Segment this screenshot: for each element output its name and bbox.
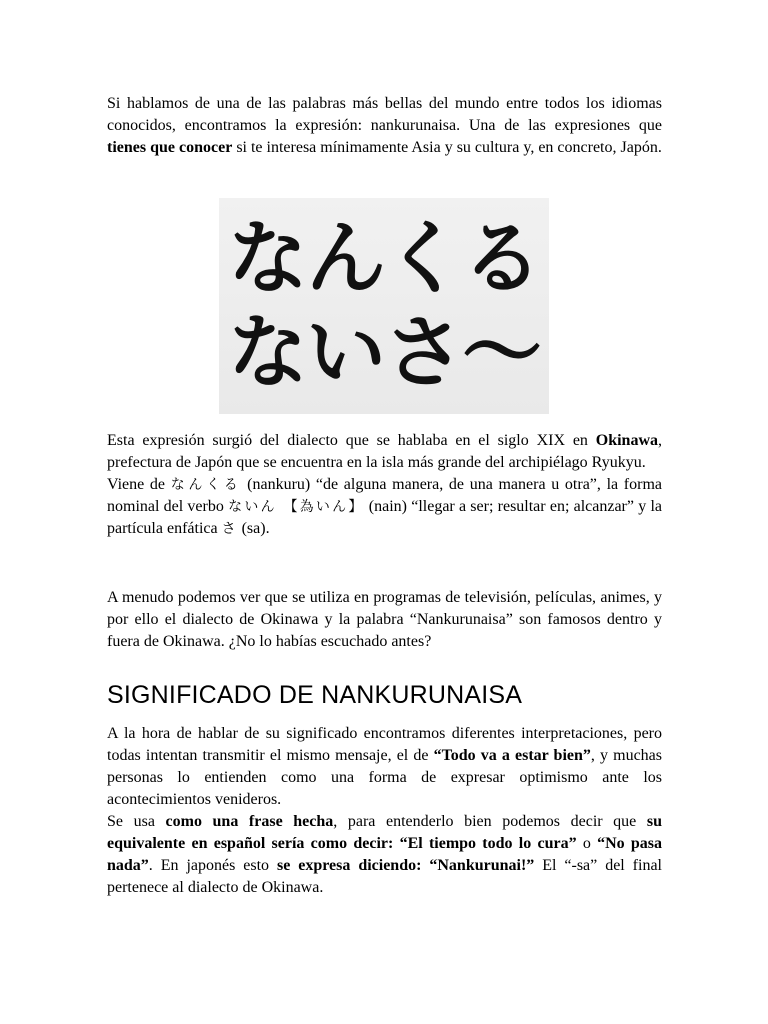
japanese-nankuru: なんくる [170,477,242,493]
japanese-sa: さ [221,521,238,537]
japanese-nain: ないん 【為いん】 [228,499,365,515]
usage-paragraph: A menudo podemos ver que se utiliza en programas de televisión, películas, animes, y por ello el dialecto de Okinawa y la palabra “Nankurunaisa” son famosos dentro y fuera de Okinawa. ¿No lo habías escuchado antes? [107,589,662,650]
meaning-paragraph: A la hora de hablar de su significado encontramos diferentes interpretaciones, pero todas intentan transmitir el mismo mensaje, el de “Todo va a estar bien”, y muchas personas lo entienden como una forma de expresar optimismo ante los acontecimientos venideros. Se usa como una frase hecha, para entenderlo bien podemos decir que su equivalente en español sería como decir: “El tiempo todo lo cura” o “No pasa nada”. En japonés esto se expresa diciendo: “Nankurunai!” El “-sa” del final pertenece al dialecto de Okinawa. [107,725,663,896]
section-heading: SIGNIFICADO DE NANKURUNAISA [107,681,523,709]
origin-paragraph: Esta expresión surgió del dialecto que se hablaba en el siglo XIX en Okinawa, prefectura de Japón que se encuentra en la isla más grande del archipiélago Ryukyu. Viene de なんくる (nankuru) “de alguna manera, de una manera u otra”, la forma nominal del verbo ないん 【為いん】 (nain) “llegar a ser; resultar en; alcanzar” y la partícula enfática さ (sa). [107,432,663,537]
calligraphy-line-1: なんくる [228,212,540,305]
intro-paragraph: Si hablamos de una de las palabras más bellas del mundo entre todos los idiomas conocidos, encontramos la expresión: nankurunaisa. Una de las expresiones que tienes que conocer si te interesa mínimamente Asia y su cultura y, en concreto, Japón. [107,95,662,156]
calligraphy-line-2: ないさ〜 [228,306,540,399]
nankurunaisa-calligraphy-image [219,198,549,414]
